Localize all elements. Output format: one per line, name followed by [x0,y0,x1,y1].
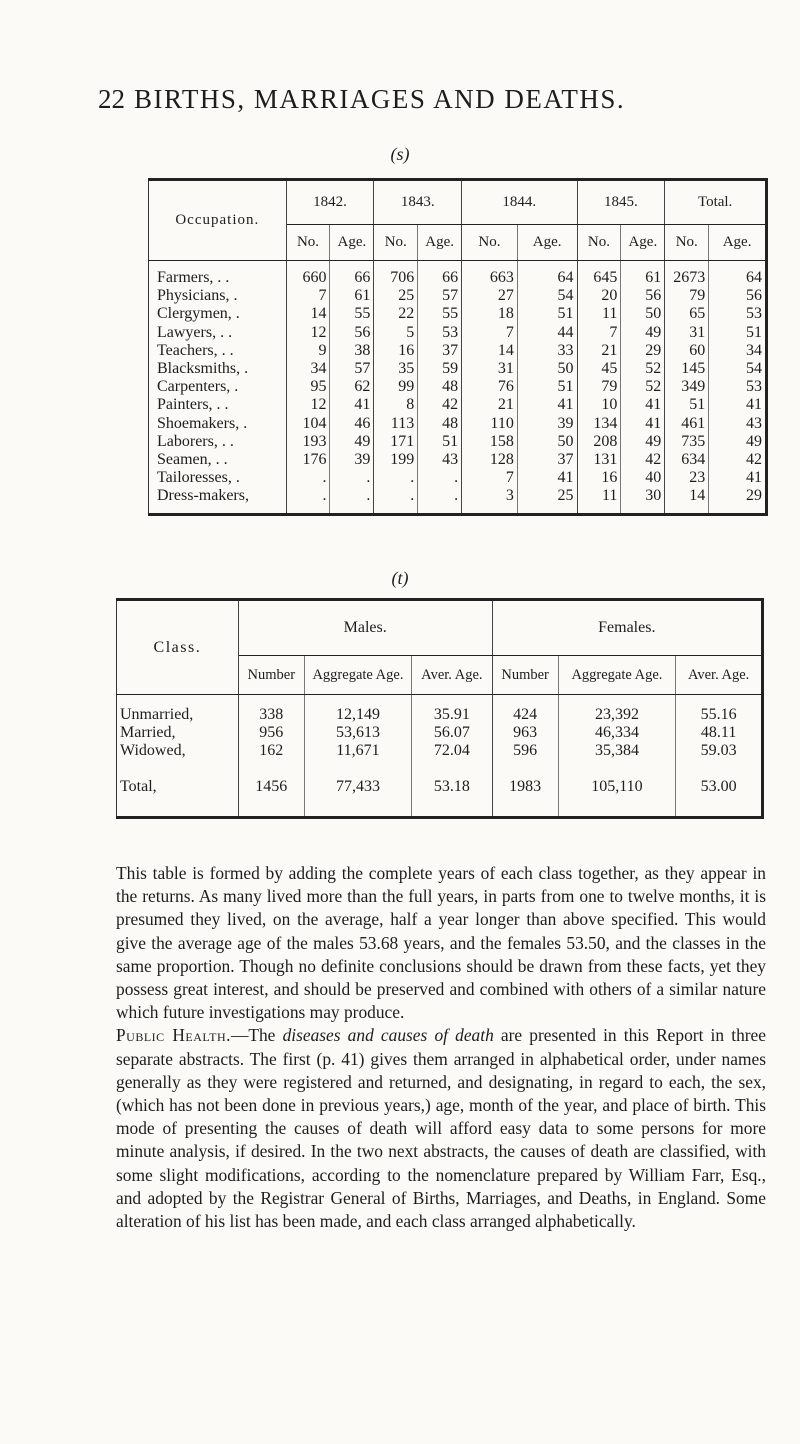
age-cell: 55 [330,305,374,323]
occupation-label: Clergymen, . [149,305,287,323]
table-row [149,324,767,342]
occupation-label: Carpenters, . [149,378,287,396]
count-cell: 20 [577,287,621,305]
count-cell: 31 [665,324,709,342]
age-cell: 41 [621,396,665,414]
count-cell: 21 [577,342,621,360]
count-cell: 2673 [665,261,709,288]
age-cell: 59 [418,360,462,378]
aggregate-age-cell: 11,671 [304,742,411,760]
running-title: BIRTHS, MARRIAGES AND DEATHS. [134,84,626,114]
average-age-cell: 56.07 [412,724,492,742]
year-header: 1843. [374,180,462,225]
count-cell: 8 [374,396,418,414]
count-cell: 706 [374,261,418,288]
count-cell: 65 [665,305,709,323]
table-row [117,724,763,742]
occupation-label: Dress-makers, [149,487,287,515]
aggregate-age-cell: 46,334 [558,724,676,742]
count-cell: . [286,469,330,487]
count-cell: 145 [665,360,709,378]
count-cell: 134 [577,415,621,433]
count-cell: 176 [286,451,330,469]
age-cell: 41 [517,469,577,487]
age-cell: 53 [746,378,762,396]
age-cell: 38 [330,342,374,360]
paragraph-2-italic: diseases and causes of death [282,1025,494,1046]
count-cell: 3 [462,487,518,515]
count-cell: 645 [577,261,621,288]
males-header: Males. [238,600,492,656]
count-cell: 34 [286,360,330,378]
occupation-label: Blacksmiths, . [149,360,287,378]
occupation-header: Occupation. [149,180,287,261]
year-header: 1844. [462,180,577,225]
count-cell: 23 [665,469,709,487]
age-cell: 66 [418,261,462,288]
number-cell: 1456 [238,760,304,818]
age-cell: 42 [621,451,665,469]
count-cell: . [374,487,418,515]
count-cell: 95 [286,378,330,396]
number-cell: 162 [238,742,304,760]
count-cell: 208 [577,433,621,451]
age-cell: 56 [746,287,762,305]
aggregate-age-cell: 23,392 [558,695,676,725]
count-cell: 7 [462,469,518,487]
age-header: Age. [418,225,462,261]
age-cell: 49 [621,324,665,342]
count-cell: 14 [462,342,518,360]
age-header: Age. [517,225,577,261]
age-cell: 43 [746,414,762,432]
count-cell: 128 [462,451,518,469]
page-header [98,84,702,118]
age-cell: 49 [746,432,762,450]
number-cell: 1983 [492,760,558,818]
age-cell: 52 [621,378,665,396]
count-cell: 349 [665,378,709,396]
table-row [149,287,767,305]
count-cell: 18 [462,305,518,323]
age-cell: 55 [418,305,462,323]
occupation-label: Shoemakers, . [149,415,287,433]
average-age-cell: 59.03 [700,742,737,759]
count-cell: 12 [286,396,330,414]
table-row [149,396,767,414]
age-cell: 43 [418,451,462,469]
age-cell: 51 [517,378,577,396]
age-cell: 41 [746,469,762,487]
count-cell: 113 [374,415,418,433]
age-cell: 29 [746,487,762,505]
average-age-cell: 53.18 [412,760,492,818]
age-cell: 39 [330,451,374,469]
count-cell: 12 [286,324,330,342]
year-header: 1845. [577,180,665,225]
table-row [117,742,763,760]
average-age-header: Aver. Age. [676,656,763,695]
average-age-cell: 72.04 [412,742,492,760]
count-cell: 45 [577,360,621,378]
count-cell: . [374,469,418,487]
age-cell: 61 [621,261,665,288]
age-cell: 44 [517,324,577,342]
count-cell: 16 [374,342,418,360]
table-row [149,433,767,451]
age-cell: 41 [621,415,665,433]
no-header: No. [462,225,518,261]
table-row [149,360,767,378]
age-cell: 64 [746,269,762,287]
age-cell: 25 [517,487,577,515]
table-t-caption: (t) [391,568,409,588]
count-cell: 76 [462,378,518,396]
age-cell: 41 [517,396,577,414]
number-cell: 963 [492,724,558,742]
count-cell: 79 [665,287,709,305]
age-cell: 30 [621,487,665,515]
count-cell: 634 [665,451,709,469]
count-cell: 35 [374,360,418,378]
aggregate-age-header: Aggregate Age. [304,656,411,695]
age-cell: 57 [418,287,462,305]
age-cell: 56 [621,287,665,305]
occupation-label: Teachers, . . [149,342,287,360]
count-cell: 7 [286,287,330,305]
age-cell: 34 [746,341,762,359]
age-cell: 50 [621,305,665,323]
age-cell: 37 [517,451,577,469]
count-cell: 10 [577,396,621,414]
number-header: Number [238,656,304,695]
aggregate-age-cell: 53,613 [304,724,411,742]
age-cell: 57 [330,360,374,378]
class-label: Widowed, [117,742,239,760]
year-header: 1842. [286,180,374,225]
age-header: Age. [709,225,767,261]
age-cell: 41 [330,396,374,414]
age-cell: 64 [517,261,577,288]
count-cell: 14 [286,305,330,323]
class-label: Married, [117,724,239,742]
paragraph-2 [116,1024,766,1233]
count-cell: 7 [462,324,518,342]
number-cell: 424 [492,695,558,725]
table-s-caption: (s) [390,144,410,164]
age-cell: 51 [746,323,762,341]
occupation-label: Laborers, . . [149,433,287,451]
age-cell: . [418,469,462,487]
age-cell: 50 [517,360,577,378]
count-cell: 21 [462,396,518,414]
age-cell: 62 [330,378,374,396]
table-row [149,261,767,288]
page-number: 22 [98,84,125,114]
paragraph-1 [116,862,766,1024]
count-cell: 663 [462,261,518,288]
age-cell: 42 [746,450,762,468]
count-cell: 22 [374,305,418,323]
count-cell: 51 [665,396,709,414]
age-cell: 53 [418,324,462,342]
age-cell: 49 [621,433,665,451]
section-heading: Public Health. [116,1025,231,1046]
count-cell: 14 [665,487,709,515]
no-header: No. [665,225,709,261]
table-row [149,487,767,515]
age-cell: 41 [746,396,762,414]
count-cell: 660 [286,261,330,288]
count-cell: 11 [577,487,621,515]
count-cell: 11 [577,305,621,323]
table-row [149,378,767,396]
class-header: Class. [117,600,239,695]
count-cell: 9 [286,342,330,360]
aggregate-age-cell: 105,110 [558,760,676,818]
table-row [149,305,767,323]
age-cell: 66 [330,261,374,288]
age-header: Age. [621,225,665,261]
table-row [117,695,763,725]
paragraph-2-text: are presented in this Report in three separate abstracts. The first (p. 41) gives them arranged in alphabetical order, under names generally as they were registered and returned, and designating, in regard to each, the sex, (which has not been done in previous years,) age, month of the year, and place of birth. This mode of presenting the causes of death will afford easy data to some persons for more minute analysis, if desired. In the two next abstracts, the causes of death are classified, with some slight modifications, according to the nomenclature prepared by William Farr, Esq., and adopted by the Registrar General of Births, Marriages, and Deaths, in England. Some alteration of his list has been made, and each class arranged alphabetically. [116,1025,766,1232]
count-cell: 110 [462,415,518,433]
paragraph-1-text: This table is formed by adding the complete years of each class together, as they appear in the returns. As many lived more than the full years, in parts from one to twelve months, it is presumed they lived, on the average, half a year longer than above specified. This would give the average age of the males 53.68 years, and the females 53.50, and the classes in the same proportion. Though no definite conclusions should be drawn from these facts, yet they possess great interest, and should be preserved and combined with others of a similar nature which future investigations may produce. [116,863,766,1023]
count-cell: 79 [577,378,621,396]
occupation-label: Painters, . . [149,396,287,414]
count-cell: 104 [286,415,330,433]
total-header: Total. [665,180,767,225]
count-cell: 25 [374,287,418,305]
aggregate-age-cell: 77,433 [304,760,411,818]
count-cell: 171 [374,433,418,451]
no-header: No. [286,225,330,261]
age-cell: 46 [330,415,374,433]
count-cell: 461 [665,415,709,433]
age-cell: . [330,469,374,487]
occupation-label: Lawyers, . . [149,324,287,342]
age-cell: 61 [330,287,374,305]
class-label: Unmarried, [117,695,239,725]
number-cell: 596 [492,742,558,760]
marital-class-table [116,598,764,819]
count-cell: 60 [665,342,709,360]
age-cell: 39 [517,415,577,433]
age-cell: 29 [621,342,665,360]
age-cell: 48 [418,378,462,396]
aggregate-age-cell: 12,149 [304,695,411,725]
occupation-label: Farmers, . . [149,261,287,288]
average-age-cell: 55.16 [700,706,737,723]
average-age-cell: 53.00 [700,778,737,795]
average-age-cell: 48.11 [700,724,737,741]
age-cell: 54 [746,360,762,378]
occupation-label: Seamen, . . [149,451,287,469]
age-cell: 42 [418,396,462,414]
age-cell: 49 [330,433,374,451]
age-cell: 33 [517,342,577,360]
class-label: Total, [117,760,239,818]
count-cell: 16 [577,469,621,487]
age-cell: 37 [418,342,462,360]
age-cell: 54 [517,287,577,305]
count-cell: 27 [462,287,518,305]
table-row [149,469,767,487]
average-age-cell: 35.91 [412,695,492,725]
aggregate-age-header: Aggregate Age. [558,656,676,695]
no-header: No. [374,225,418,261]
count-cell: 5 [374,324,418,342]
occupation-label: Tailoresses, . [149,469,287,487]
count-cell: 99 [374,378,418,396]
table-row [149,415,767,433]
count-cell: 7 [577,324,621,342]
age-cell: 48 [418,415,462,433]
age-cell: 40 [621,469,665,487]
count-cell: 193 [286,433,330,451]
paragraph-2-dash: —The [230,1025,283,1046]
age-cell: 51 [418,433,462,451]
body-text [116,862,766,1233]
age-cell: 56 [330,324,374,342]
age-cell: 53 [746,305,762,323]
occupation-label: Physicians, . [149,287,287,305]
age-cell: . [418,487,462,515]
count-cell: 31 [462,360,518,378]
age-header: Age. [330,225,374,261]
count-cell: 131 [577,451,621,469]
occupation-table [148,178,768,516]
aggregate-age-cell: 35,384 [558,742,676,760]
number-header: Number [492,656,558,695]
table-row [149,451,767,469]
count-cell: . [286,487,330,515]
count-cell: 199 [374,451,418,469]
no-header: No. [577,225,621,261]
age-cell: 52 [621,360,665,378]
age-cell: . [330,487,374,515]
table-row [149,342,767,360]
females-header: Females. [492,600,762,656]
total-row [117,760,763,818]
average-age-header: Aver. Age. [412,656,492,695]
number-cell: 956 [238,724,304,742]
age-cell: 51 [517,305,577,323]
age-cell: 50 [517,433,577,451]
count-cell: 158 [462,433,518,451]
count-cell: 735 [665,433,709,451]
number-cell: 338 [238,695,304,725]
